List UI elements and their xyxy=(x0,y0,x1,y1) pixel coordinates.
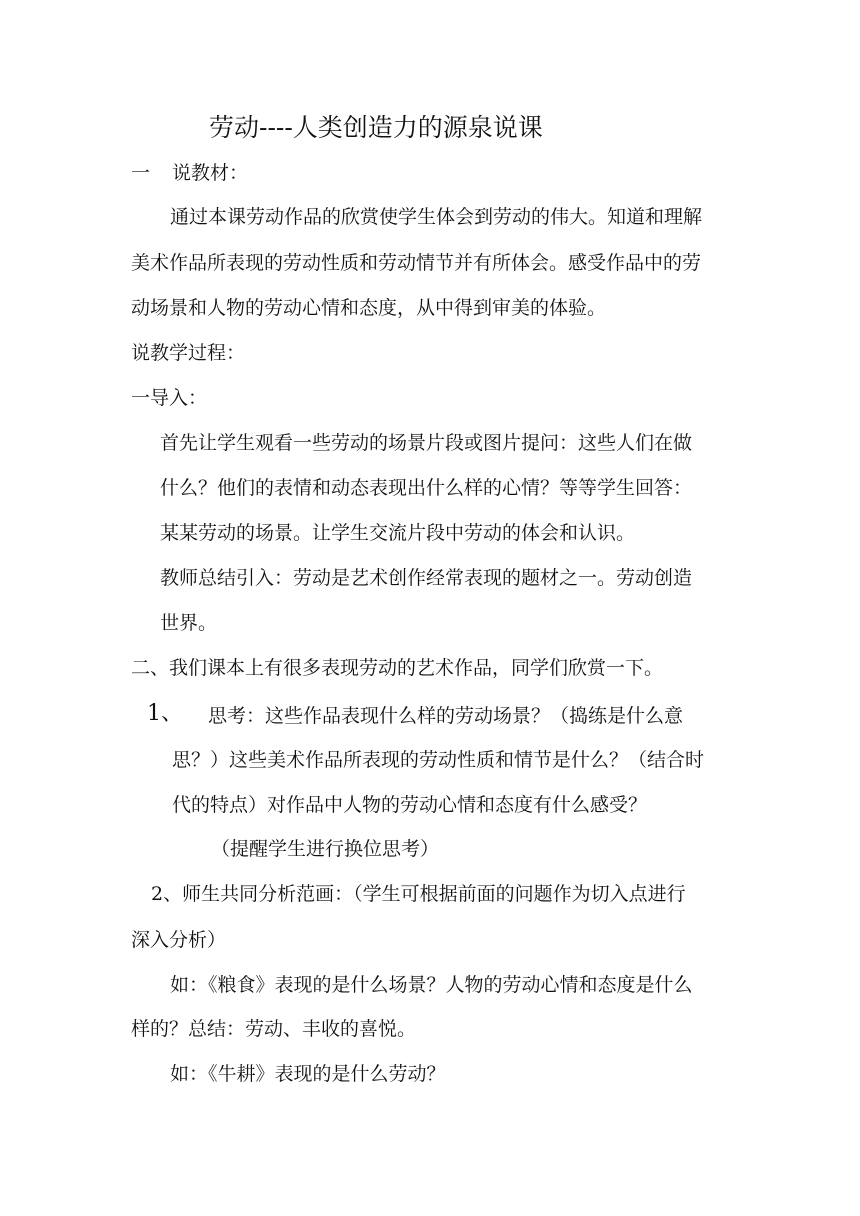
intro-line: 世界。 xyxy=(160,612,218,634)
section1-paragraph-line: 美术作品所表现的劳动性质和劳动情节并有所体会。感受作品中的劳 xyxy=(131,252,702,274)
page-title: 劳动----人类创造力的源泉说课 xyxy=(209,113,543,142)
item1-note: （提醒学生进行换位思考） xyxy=(211,838,440,860)
item1-line: 思？）这些美术作品所表现的劳动性质和情节是什么？（结合时 xyxy=(172,749,705,771)
section1-paragraph-line: 动场景和人物的劳动心情和态度，从中得到审美的体验。 xyxy=(131,297,607,319)
intro-line: 某某劳动的场景。让学生交流片段中劳动的体会和认识。 xyxy=(160,522,636,544)
section1-heading: 说教材： xyxy=(172,162,249,184)
section1-paragraph-line: 通过本课劳动作品的欣赏使学生体会到劳动的伟大。知道和理解 xyxy=(170,206,703,228)
example-line: 如：《粮食》表现的是什么场景？人物的劳动心情和态度是什么 xyxy=(170,974,693,996)
section1-number: 一 xyxy=(131,162,151,184)
intro-line: 首先让学生观看一些劳动的场景片段或图片提问：这些人们在做 xyxy=(160,432,693,454)
item2-line: 深入分析） xyxy=(131,929,227,951)
intro-line: 什么？他们的表情和动态表现出什么样的心情？等等学生回答： xyxy=(160,477,693,499)
item1-line: 思考：这些作品表现什么样的劳动场景？（捣练是什么意 xyxy=(208,705,684,727)
intro-line: 教师总结引入：劳动是艺术创作经常表现的题材之一。劳动创造 xyxy=(160,567,693,589)
intro-heading: 一导入： xyxy=(131,387,208,409)
item1-number: 1、 xyxy=(147,701,183,726)
example-line: 如：《牛耕》表现的是什么劳动？ xyxy=(170,1063,446,1085)
item2-line: 2、师生共同分析范画：（学生可根据前面的问题作为切入点进行 xyxy=(151,883,686,905)
example-line: 样的？总结：劳动、丰收的喜悦。 xyxy=(131,1018,417,1040)
item1-line: 代的特点）对作品中人物的劳动心情和态度有什么感受？ xyxy=(172,794,648,816)
section2-heading: 二、我们课本上有很多表现劳动的艺术作品，同学们欣赏一下。 xyxy=(131,657,664,679)
teaching-process-heading: 说教学过程： xyxy=(131,342,246,364)
